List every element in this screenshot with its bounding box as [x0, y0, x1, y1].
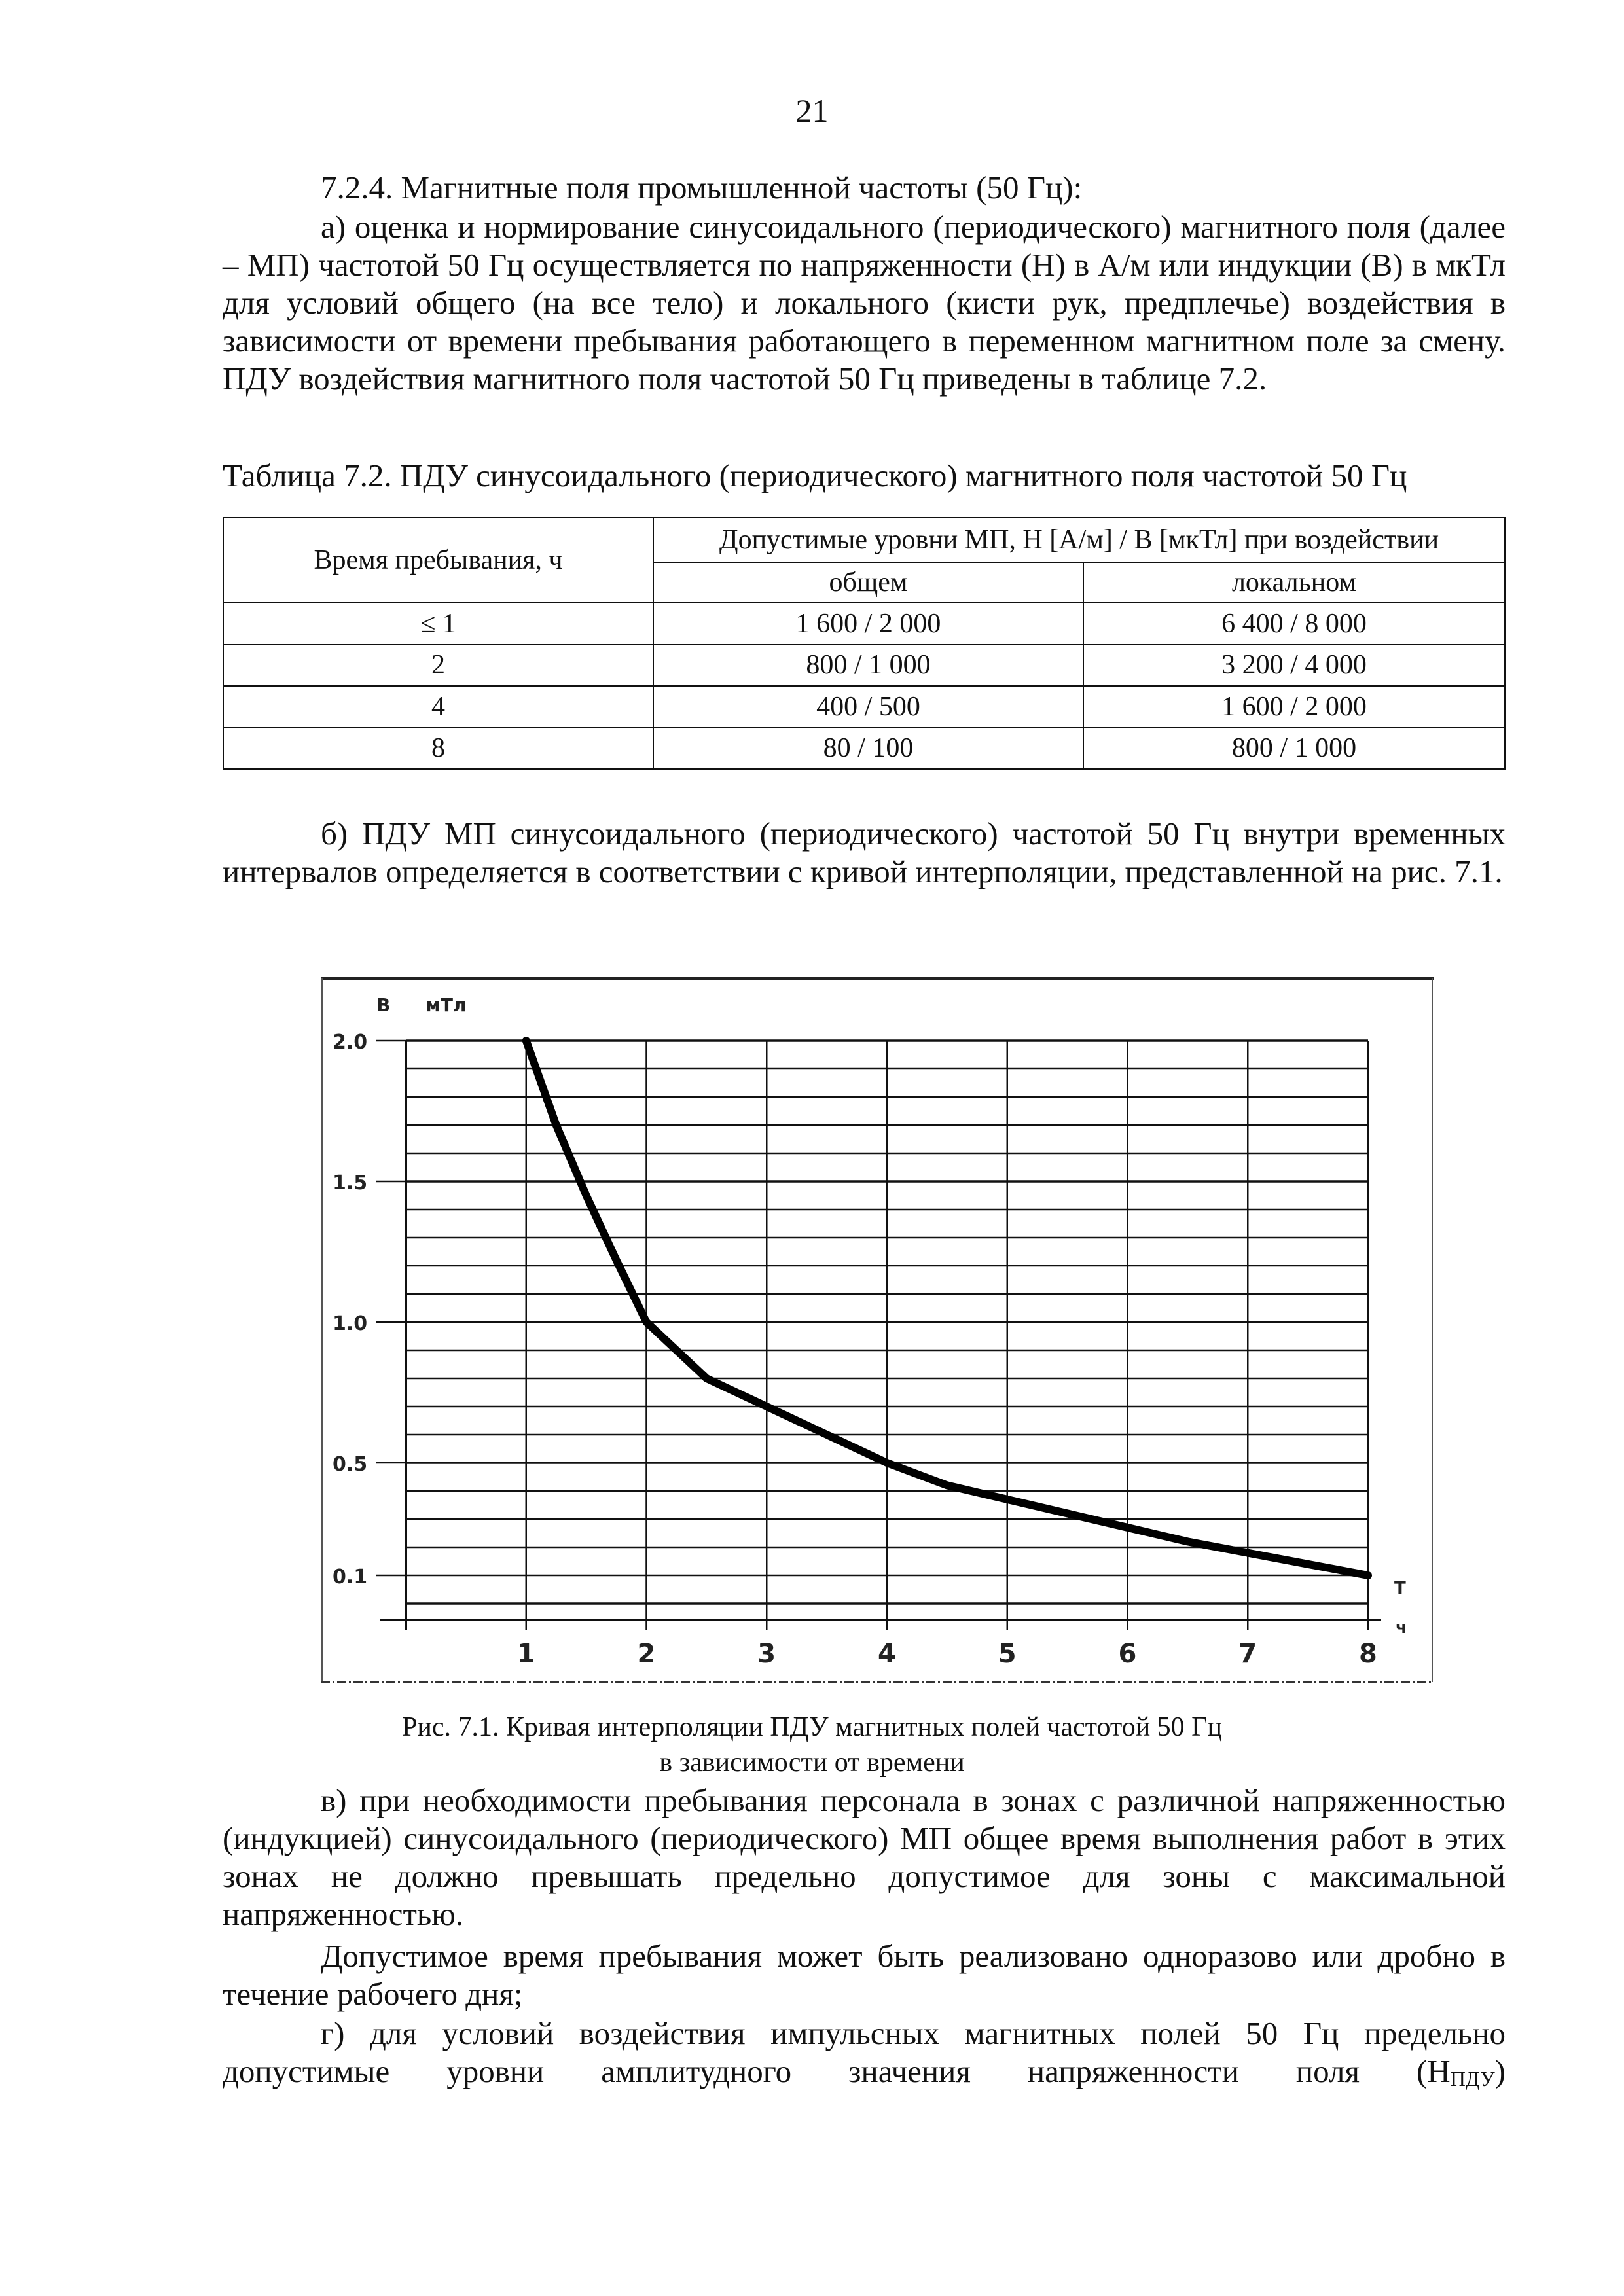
- cell-local: 6 400 / 8 000: [1083, 603, 1505, 645]
- page-number: 21: [795, 92, 829, 129]
- cell-local: 800 / 1 000: [1083, 728, 1505, 770]
- x-tick-label: 2: [637, 1639, 656, 1669]
- y-tick-label: 0.1: [333, 1566, 368, 1588]
- figure-caption-line1: Рис. 7.1. Кривая интерполяции ПДУ магнитных полей частотой 50 Гц: [402, 1712, 1222, 1742]
- table-row: [223, 603, 1505, 645]
- x-tick-label: 4: [878, 1639, 896, 1669]
- y-axis-unit: мТл: [425, 994, 467, 1016]
- paragraph-v2: Допустимое время пребывания может быть реализовано одноразово или дробно в течение рабочего дня;: [223, 1938, 1506, 2012]
- interpolation-chart: [321, 975, 1434, 1695]
- x-tick-label: 3: [757, 1639, 776, 1669]
- table-caption: Таблица 7.2. ПДУ синусоидального (периодического) магнитного поля частотой 50 Гц: [223, 457, 1407, 493]
- header-local: локальном: [1083, 562, 1505, 603]
- y-tick-label: 0.5: [333, 1453, 368, 1476]
- table-row: [223, 686, 1505, 728]
- cell-local: 3 200 / 4 000: [1083, 645, 1505, 687]
- y-tick-label: 1.0: [333, 1312, 368, 1335]
- x-axis-symbol: T: [1394, 1579, 1406, 1598]
- paragraph-g-text: г) для условий воздействия импульсных магнитных полей 50 Гц предельно допустимые уровни амплитудного значения напряженности поля (Н: [223, 2015, 1506, 2089]
- table-row: [223, 645, 1505, 687]
- cell-general: 80 / 100: [653, 728, 1083, 770]
- x-tick-label: 8: [1359, 1639, 1377, 1669]
- header-general: общем: [653, 562, 1083, 603]
- paragraph-g-subscript: ПДУ: [1450, 2067, 1495, 2090]
- cell-general: 1 600 / 2 000: [653, 603, 1083, 645]
- y-axis-symbol: B: [376, 994, 391, 1016]
- table-row: [223, 728, 1505, 770]
- cell-time: 2: [223, 645, 653, 687]
- x-tick-label: 6: [1118, 1639, 1137, 1669]
- cell-local: 1 600 / 2 000: [1083, 686, 1505, 728]
- figure-caption: [0, 1710, 1624, 1780]
- cell-time: 4: [223, 686, 653, 728]
- y-tick-label: 1.5: [333, 1172, 368, 1194]
- header-time: Время пребывания, ч: [223, 518, 653, 603]
- x-axis-unit: ч: [1396, 1618, 1407, 1638]
- paragraph-v: в) при необходимости пребывания персонала в зонах с различной напряженностью (индукцией) синусоидального (периодического) МП общее время выполнения работ в этих зонах не должно превышать предельно допустимое для зоны с максимальной напряженностью.: [223, 1782, 1506, 1932]
- x-tick-label: 7: [1238, 1639, 1257, 1669]
- cell-general: 800 / 1 000: [653, 645, 1083, 687]
- cell-time: ≤ 1: [223, 603, 653, 645]
- section-heading: 7.2.4. Магнитные поля промышленной частоты (50 Гц):: [321, 170, 1083, 206]
- x-tick-label: 5: [998, 1639, 1017, 1669]
- figure-caption-line2: в зависимости от времени: [659, 1748, 965, 1778]
- paragraph-g-end: ): [1494, 2053, 1506, 2089]
- interpolation-curve: [526, 1041, 1368, 1575]
- chart-svg: [321, 975, 1434, 1695]
- norms-table: [223, 517, 1506, 770]
- paragraph-b: б) ПДУ МП синусоидального (периодического) частотой 50 Гц внутри временных интервалов определяется в соответствии с кривой интерполяции, представленной на рис. 7.1.: [223, 816, 1506, 889]
- cell-general: 400 / 500: [653, 686, 1083, 728]
- y-tick-label: 2.0: [333, 1031, 368, 1054]
- x-tick-label: 1: [516, 1639, 535, 1669]
- paragraph-g: [223, 2015, 1506, 2098]
- header-group: Допустимые уровни МП, Н [А/м] / В [мкТл] при воздействии: [653, 518, 1505, 562]
- cell-time: 8: [223, 728, 653, 770]
- paragraph-a: а) оценка и нормирование синусоидального (периодического) магнитного поля (далее – МП) частотой 50 Гц осуществляется по напряженности (Н) в А/м или индукции (В) в мкТл для условий общего (на все тело) и локального (кисти рук, предплечье) воздействия в зависимости от времени пребывания работающего в переменном магнитном поле за смену. ПДУ воздействия магнитного поля частотой 50 Гц приведены в таблице 7.2.: [223, 209, 1506, 397]
